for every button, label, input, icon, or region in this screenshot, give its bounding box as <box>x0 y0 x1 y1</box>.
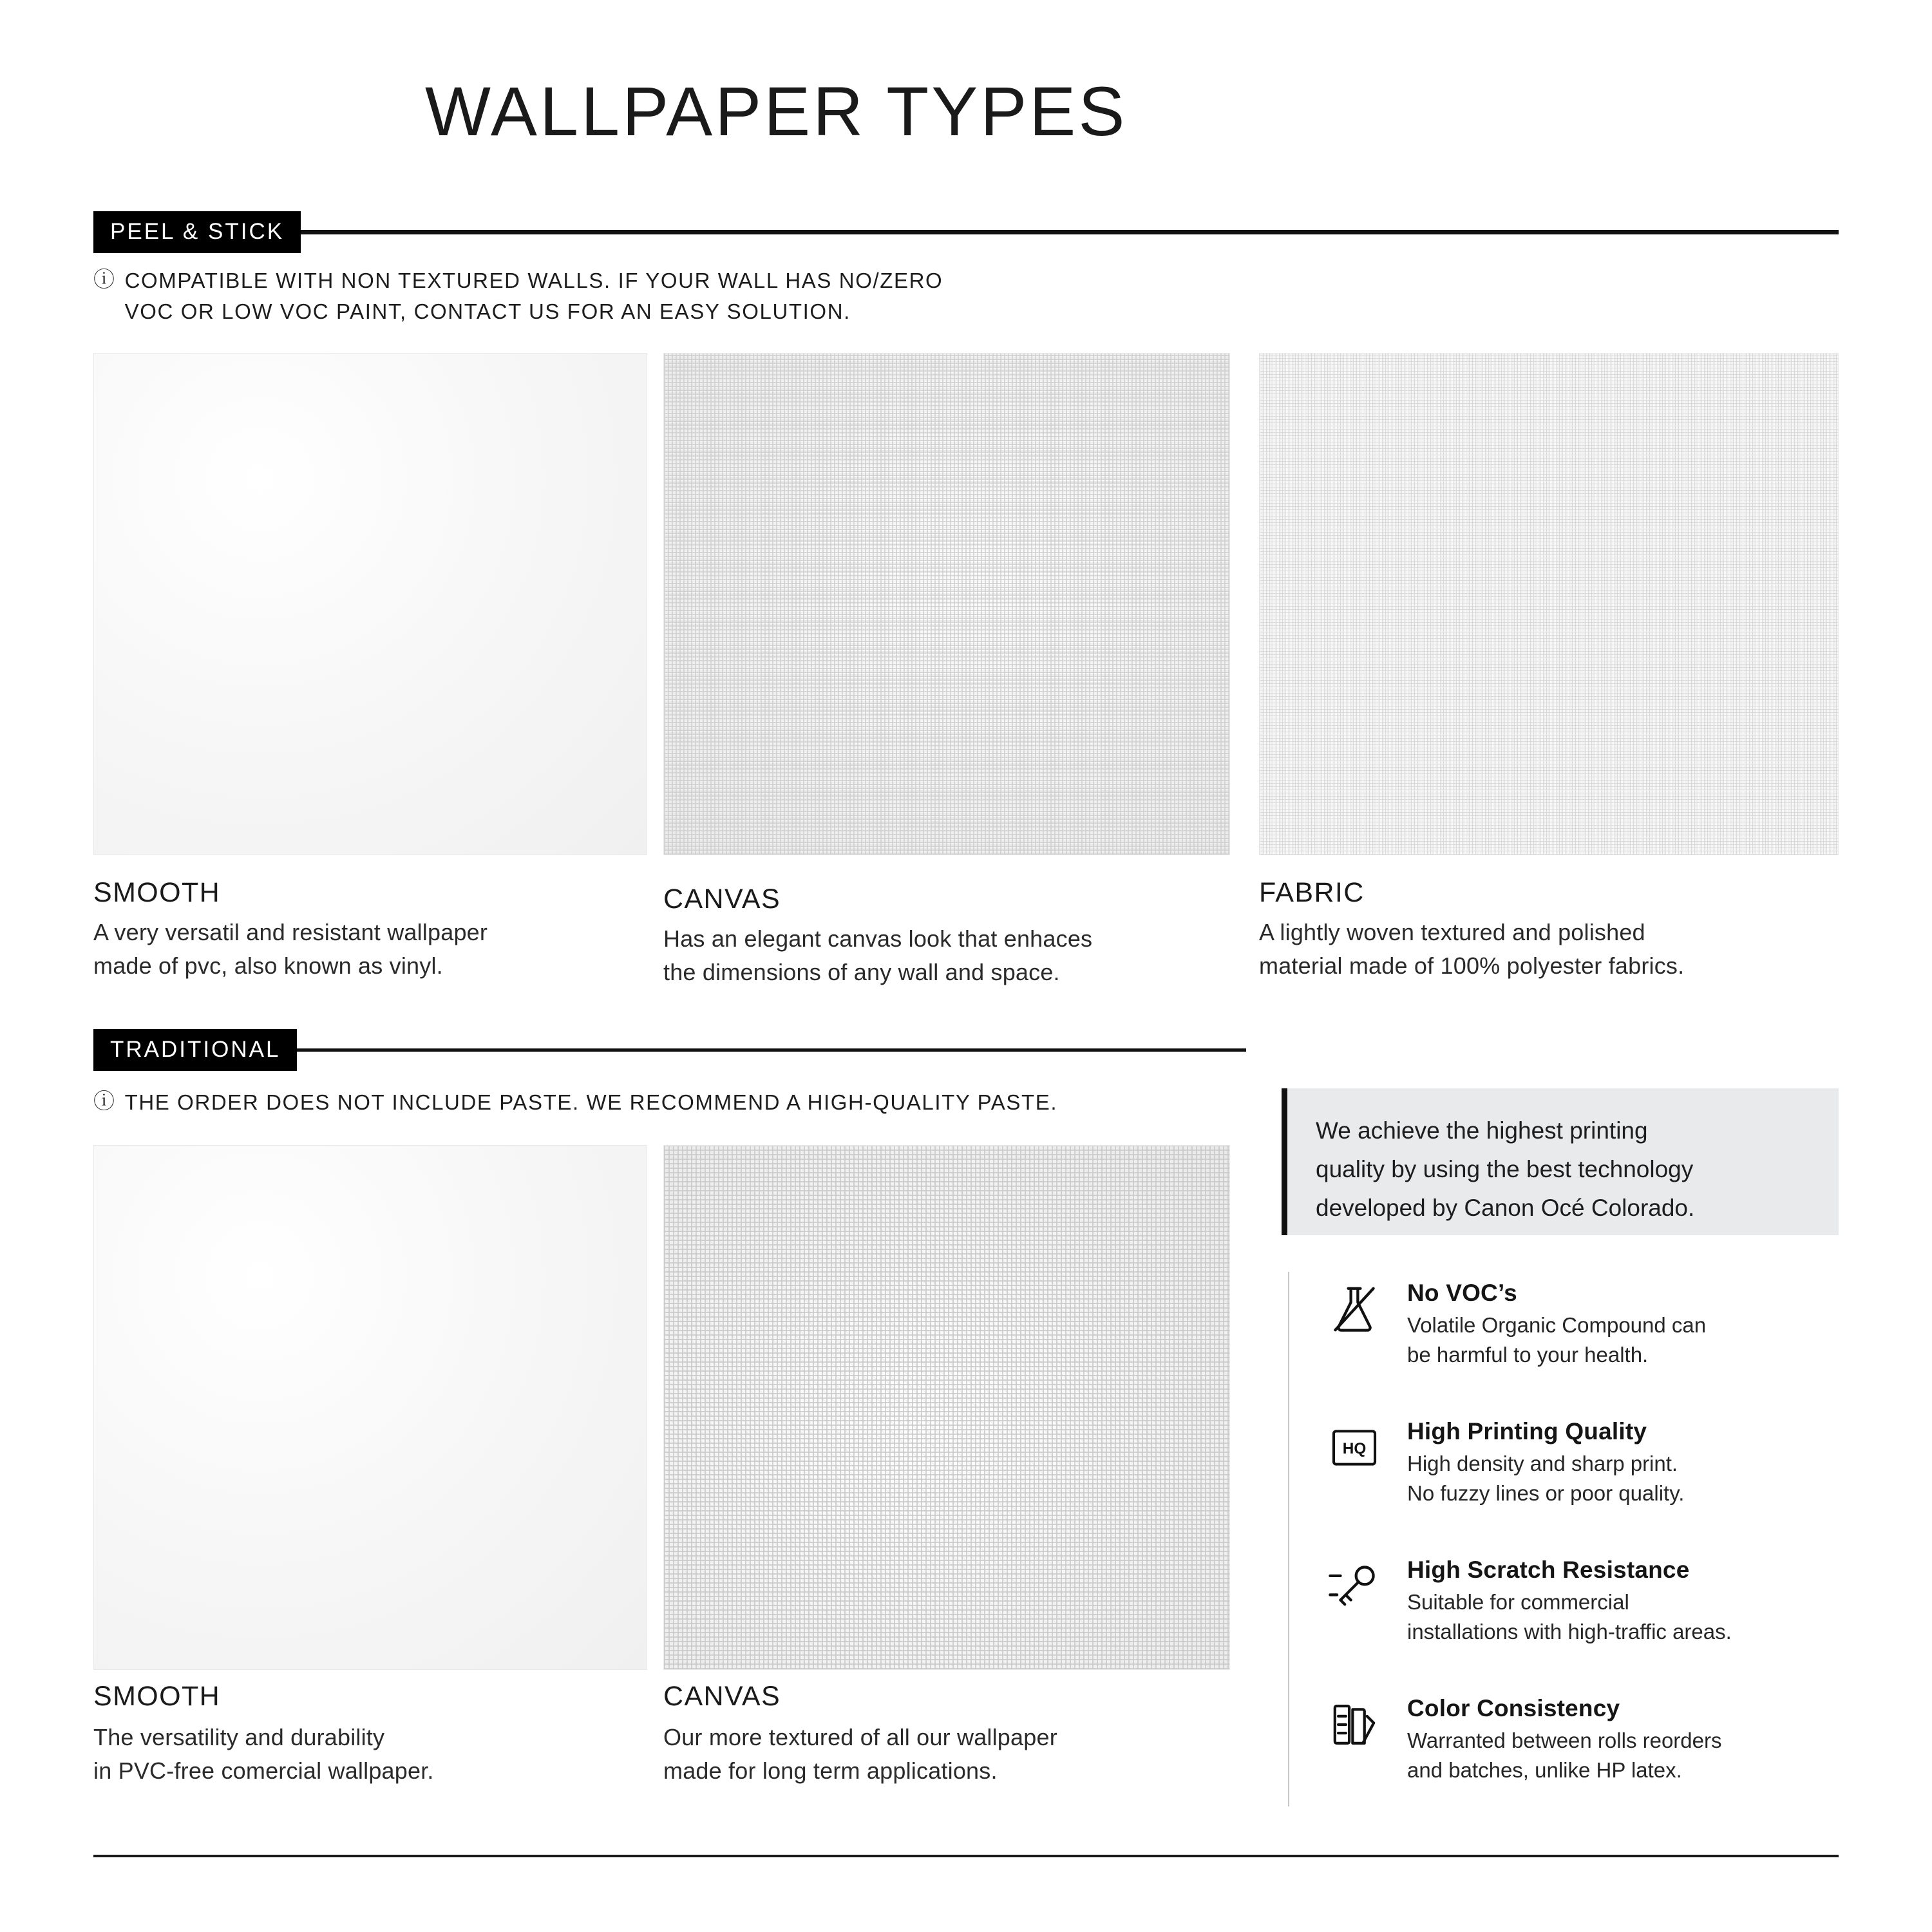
caption-line1: Our more textured of all our wallpaper <box>663 1724 1057 1750</box>
caption-body-trad-canvas <box>663 1721 1236 1788</box>
feature-title: High Printing Quality <box>1407 1418 1647 1444</box>
svg-text:HQ: HQ <box>1342 1439 1367 1457</box>
info-icon: ⓘ <box>93 267 116 291</box>
scratch-resistance-key-icon <box>1323 1555 1385 1617</box>
caption-line1: Has an elegant canvas look that enhaces <box>663 925 1093 952</box>
section-tag-peel-stick: PEEL & STICK <box>93 211 301 253</box>
hq-print-icon <box>1323 1417 1385 1479</box>
feature-title: No VOC’s <box>1407 1280 1517 1306</box>
caption-title-trad-canvas: CANVAS <box>663 1681 781 1712</box>
feature-no-vocs <box>1323 1278 1839 1369</box>
feature-body <box>1407 1311 1706 1369</box>
feature-text <box>1407 1555 1732 1646</box>
quote-text <box>1316 1112 1813 1227</box>
caption-title-peel-canvas: CANVAS <box>663 884 781 914</box>
feature-high-printing-quality <box>1323 1417 1839 1508</box>
caption-title-peel-smooth: SMOOTH <box>93 877 221 908</box>
feature-line1: Suitable for commercial <box>1407 1590 1629 1614</box>
caption-line1: A very versatil and resistant wallpaper <box>93 919 488 945</box>
no-voc-flask-icon <box>1323 1278 1385 1340</box>
feature-color-consistency <box>1323 1694 1839 1785</box>
caption-line1: The versatility and durability <box>93 1724 385 1750</box>
caption-line2: in PVC-free comercial wallpaper. <box>93 1757 434 1785</box>
feature-line1: High density and sharp print. <box>1407 1452 1678 1475</box>
caption-body-peel-canvas <box>663 922 1236 989</box>
quote-line2: quality by using the best technology <box>1316 1155 1694 1182</box>
info-icon: ⓘ <box>93 1089 116 1113</box>
caption-title-peel-fabric: FABRIC <box>1259 877 1365 908</box>
feature-line2: and batches, unlike HP latex. <box>1407 1757 1682 1782</box>
caption-line1: A lightly woven textured and polished <box>1259 919 1645 945</box>
swatch-peel-stick-smooth <box>93 353 647 855</box>
peel-stick-note <box>93 265 1188 327</box>
feature-title: High Scratch Resistance <box>1407 1557 1690 1583</box>
caption-body-peel-smooth <box>93 916 628 983</box>
caption-body-peel-fabric <box>1259 916 1839 983</box>
feature-body <box>1407 1449 1684 1508</box>
feature-line1: Warranted between rolls reorders <box>1407 1728 1722 1752</box>
feature-line2: No fuzzy lines or poor quality. <box>1407 1481 1685 1505</box>
section-tag-traditional: TRADITIONAL <box>93 1029 297 1071</box>
swatch-traditional-smooth <box>93 1145 647 1670</box>
feature-text <box>1407 1417 1684 1508</box>
peel-stick-note-line1: COMPATIBLE WITH NON TEXTURED WALLS. IF YOUR WALL HAS NO/ZERO <box>124 269 943 292</box>
peel-stick-note-text <box>125 265 943 327</box>
feature-body <box>1407 1587 1732 1646</box>
caption-line2: material made of 100% polyester fabrics. <box>1259 952 1685 980</box>
feature-list-divider <box>1288 1272 1289 1806</box>
section-header-peel-stick <box>93 211 1839 253</box>
traditional-note <box>93 1087 1188 1118</box>
peel-stick-note-line2: VOC OR LOW VOC PAINT, CONTACT US FOR AN EASY SOLUTION. <box>124 299 851 323</box>
section-divider-line <box>297 1048 1246 1052</box>
quote-callout <box>1282 1088 1839 1235</box>
feature-text <box>1407 1694 1722 1785</box>
feature-line2: be harmful to your health. <box>1407 1342 1649 1367</box>
quote-line1: We achieve the highest printing <box>1316 1117 1648 1144</box>
section-divider-line <box>301 230 1839 234</box>
feature-line1: Volatile Organic Compound can <box>1407 1313 1707 1337</box>
feature-body <box>1407 1726 1722 1785</box>
caption-body-trad-smooth <box>93 1721 628 1788</box>
feature-title: Color Consistency <box>1407 1695 1620 1721</box>
caption-title-trad-smooth: SMOOTH <box>93 1681 221 1712</box>
page-title: WALLPAPER TYPES <box>425 72 1128 150</box>
caption-line2: made of pvc, also known as vinyl. <box>93 952 443 980</box>
color-consistency-swatch-icon <box>1323 1694 1385 1756</box>
footer-divider <box>93 1855 1839 1857</box>
caption-line2: the dimensions of any wall and space. <box>663 959 1060 986</box>
feature-high-scratch-resistance <box>1323 1555 1839 1646</box>
caption-line2: made for long term applications. <box>663 1757 998 1785</box>
swatch-peel-stick-canvas <box>663 353 1230 855</box>
section-header-traditional <box>93 1029 1246 1071</box>
swatch-peel-stick-fabric <box>1259 353 1839 855</box>
swatch-traditional-canvas <box>663 1145 1230 1670</box>
feature-line2: installations with high-traffic areas. <box>1407 1619 1732 1643</box>
quote-line3: developed by Canon Océ Colorado. <box>1316 1194 1695 1221</box>
traditional-note-text: THE ORDER DOES NOT INCLUDE PASTE. WE RECOMMEND A HIGH-QUALITY PASTE. <box>124 1090 1058 1114</box>
feature-text <box>1407 1278 1706 1369</box>
